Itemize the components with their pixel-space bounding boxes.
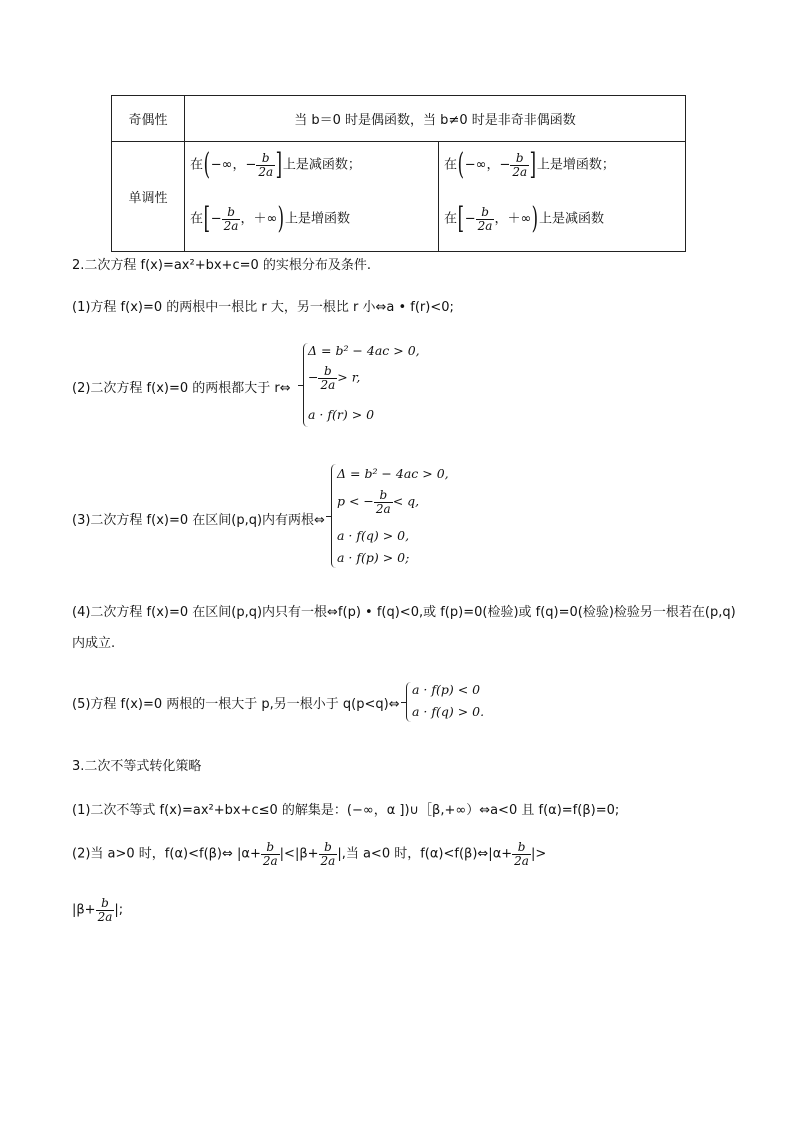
monotonicity-right-cell (439, 142, 686, 252)
system-item-3 (337, 466, 477, 570)
section-2-item-2: (2)二次方程 f(x)=0 的两根都大于 r⇔ (72, 381, 291, 396)
monotonicity-left-cell (185, 142, 439, 252)
parity-row (112, 96, 686, 142)
system-line: p < − $\frac{b}{2a}$ < q, (337, 488, 420, 516)
system-item-5 (412, 682, 492, 722)
system-line: a · f(p) > 0; (337, 550, 410, 565)
section-3-title: 3.二次不等式转化策略 (72, 759, 202, 774)
system-line: a · f(q) > 0. (412, 704, 485, 719)
properties-table (111, 95, 686, 252)
monotonicity-row (112, 142, 686, 252)
fraction: $\frac{b}{2a}$ (97, 896, 113, 924)
system-line: a · f(q) > 0, (337, 528, 410, 543)
fraction: $\frac{b}{2a}$ (223, 204, 239, 233)
fraction: $\frac{b}{2a}$ (258, 150, 274, 179)
parity-text: 当 b＝0 时是偶函数，当 b≠0 时是非奇非偶函数 (185, 96, 686, 142)
left-line-2: 在[− $\frac{b}{2a}$ ，＋∞)上是增函数 (190, 201, 351, 236)
brace (406, 682, 411, 722)
fraction: $\frac{b}{2a}$ (375, 488, 391, 516)
fraction: $\frac{b}{2a}$ (320, 364, 336, 392)
parity-label: 奇偶性 (112, 96, 185, 142)
fraction: $\frac{b}{2a}$ (262, 840, 278, 868)
system-line: − $\frac{b}{2a}$ > r, (308, 364, 361, 392)
system-line: a · f(p) < 0 (412, 682, 481, 697)
section-3-item-2-line-1: (2)当 a>0 时，f(α)<f(β)⇔ |α+ $\frac{b}{2a}$ |<|β+ $\frac{b}{2a}$ |,当 a<0 时，f(α)<f(β)⇔|α+ $\frac{b}{2a}$ |> (72, 840, 547, 868)
system-line: Δ = b² − 4ac > 0, (308, 343, 420, 358)
system-line: a · f(r) > 0 (308, 407, 375, 422)
section-2-item-4-line-2: 内成立. (72, 636, 116, 651)
system-item-2 (308, 343, 428, 427)
section-2-item-5: (5)方程 f(x)=0 两根的一根大于 p,另一根小于 q(p<q)⇔ (72, 697, 400, 712)
monotonicity-label: 单调性 (112, 142, 185, 252)
system-line: Δ = b² − 4ac > 0, (337, 466, 449, 481)
section-2-item-3: (3)二次方程 f(x)=0 在区间(p,q)内有两根⇔ (72, 513, 325, 528)
right-line-1: 在(−∞，− $\frac{b}{2a}$ ]上是增函数； (444, 147, 615, 182)
fraction: $\frac{b}{2a}$ (514, 840, 529, 868)
right-line-2: 在[− $\frac{b}{2a}$ ，＋∞)上是减函数 (444, 201, 605, 236)
section-2-item-1: (1)方程 f(x)=0 的两根中一根比 r 大，另一根比 r 小⇔a • f(r)<0; (72, 300, 454, 315)
section-3-item-1: (1)二次不等式 f(x)=ax²+bx+c≤0 的解集是：(−∞，α ])∪［β,+∞）⇔a<0 且 f(α)=f(β)=0; (72, 803, 620, 818)
fraction: $\frac{b}{2a}$ (477, 204, 493, 233)
fraction: $\frac{b}{2a}$ (320, 840, 336, 868)
section-2-item-4-line-1: (4)二次方程 f(x)=0 在区间(p,q)内只有一根⇔f(p) • f(q)<0,或 f(p)=0(检验)或 f(q)=0(检验)检验另一根若在(p,q) (72, 605, 736, 620)
brace (331, 464, 336, 568)
fraction: $\frac{b}{2a}$ (512, 150, 528, 179)
section-2-title: 2.二次方程 f(x)=ax²+bx+c=0 的实根分布及条件. (72, 258, 372, 273)
left-line-1: 在(−∞，− $\frac{b}{2a}$ ]上是减函数； (190, 147, 361, 182)
section-3-item-2-line-2: |β+ $\frac{b}{2a}$ |; (72, 896, 124, 924)
